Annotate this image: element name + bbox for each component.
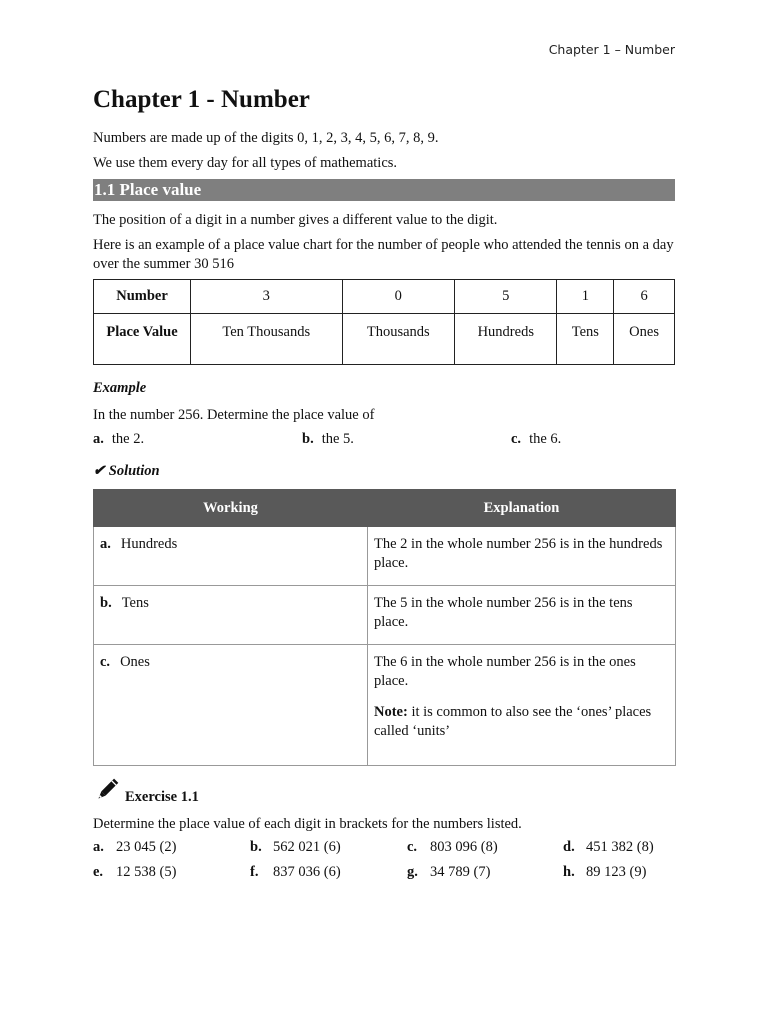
working-cell [94, 527, 368, 586]
table-cell-place: Ten Thousands [191, 314, 343, 365]
part-label: c. [511, 431, 522, 447]
item-label: h. [563, 864, 575, 880]
note [374, 703, 669, 741]
item-text: 12 538 (5) [116, 864, 177, 880]
working-text: Tens [121, 595, 149, 611]
solution-title: ✔ Solution [93, 463, 160, 479]
example-part [302, 431, 354, 448]
explanation-text: The 6 in the whole number 256 is in the ones place. [374, 654, 636, 689]
section-paragraph-1: The position of a digit in a number gives a different value to the digit. [93, 212, 498, 228]
table-header-number: Number [94, 280, 191, 314]
example-prompt: In the number 256. Determine the place value of [93, 407, 375, 423]
row-label: b. [100, 595, 112, 611]
table-row [94, 280, 675, 314]
item-label: f. [250, 864, 259, 880]
working-text: Hundreds [120, 536, 178, 552]
table-cell-digit: 5 [455, 280, 557, 314]
part-text: the 6. [529, 431, 562, 447]
table-row [94, 314, 675, 365]
item-text: 34 789 (7) [430, 864, 491, 880]
part-label: b. [302, 431, 314, 447]
example-part [93, 431, 144, 448]
explanation-cell: The 2 in the whole number 256 is in the hundreds place. [368, 527, 676, 586]
exercise-item [407, 864, 490, 881]
exercise-title: Exercise 1.1 [125, 789, 199, 805]
exercise-item [563, 864, 646, 881]
chapter-title: Chapter 1 - Number [93, 86, 310, 113]
table-cell-place: Thousands [342, 314, 455, 365]
working-text: Ones [120, 654, 150, 670]
explanation-cell [368, 645, 676, 766]
section-paragraph-2: Here is an example of a place value chart for the number of people who attended the tennis on a day over the summer 30 516 [93, 237, 674, 272]
table-row [94, 645, 676, 766]
row-label: a. [100, 536, 111, 552]
table-header-row [94, 490, 676, 527]
row-label: c. [100, 654, 111, 670]
exercise-item [250, 864, 341, 881]
pencil-icon [93, 776, 121, 804]
explanation-cell: The 5 in the whole number 256 is in the tens place. [368, 586, 676, 645]
part-text: the 2. [111, 431, 145, 447]
item-label: d. [563, 839, 575, 855]
exercise-item [563, 839, 654, 856]
item-text: 837 036 (6) [273, 864, 341, 880]
table-cell-place: Tens [557, 314, 614, 365]
solution-table [93, 489, 676, 766]
note-text: it is common to also see the ‘ones’ places called ‘units’ [374, 704, 652, 739]
exercise-item [407, 839, 498, 856]
table-cell-digit: 1 [557, 280, 614, 314]
column-header-working: Working [94, 490, 368, 527]
table-cell-digit: 6 [614, 280, 675, 314]
item-label: c. [407, 839, 418, 855]
table-header-place-value: Place Value [94, 314, 191, 365]
item-text: 803 096 (8) [430, 839, 498, 855]
item-text: 23 045 (2) [116, 839, 177, 855]
column-header-explanation: Explanation [368, 490, 676, 527]
intro-paragraph-1: Numbers are made up of the digits 0, 1, 2, 3, 4, 5, 6, 7, 8, 9. [93, 130, 439, 146]
place-value-table [93, 279, 675, 365]
table-cell-place: Ones [614, 314, 675, 365]
item-text: 89 123 (9) [586, 864, 647, 880]
table-row [94, 527, 676, 586]
item-label: a. [93, 839, 104, 855]
exercise-item [93, 864, 176, 881]
note-label: Note: [374, 704, 408, 720]
part-text: the 5. [321, 431, 354, 447]
example-part [511, 431, 561, 448]
exercise-item [93, 839, 176, 856]
part-label: a. [93, 431, 104, 447]
item-text: 562 021 (6) [273, 839, 341, 855]
working-cell [94, 645, 368, 766]
table-row [94, 586, 676, 645]
section-heading: 1.1 Place value [93, 179, 675, 201]
item-text: 451 382 (8) [586, 839, 654, 855]
table-cell-digit: 0 [342, 280, 455, 314]
item-label: b. [250, 839, 262, 855]
table-cell-digit: 3 [191, 280, 343, 314]
exercise-instruction: Determine the place value of each digit in brackets for the numbers listed. [93, 816, 522, 832]
item-label: g. [407, 864, 418, 880]
exercise-item [250, 839, 341, 856]
item-label: e. [93, 864, 104, 880]
working-cell [94, 586, 368, 645]
running-header: Chapter 1 – Number [548, 42, 675, 57]
table-cell-place: Hundreds [455, 314, 557, 365]
example-title: Example [93, 380, 147, 396]
intro-paragraph-2: We use them every day for all types of mathematics. [93, 155, 398, 171]
